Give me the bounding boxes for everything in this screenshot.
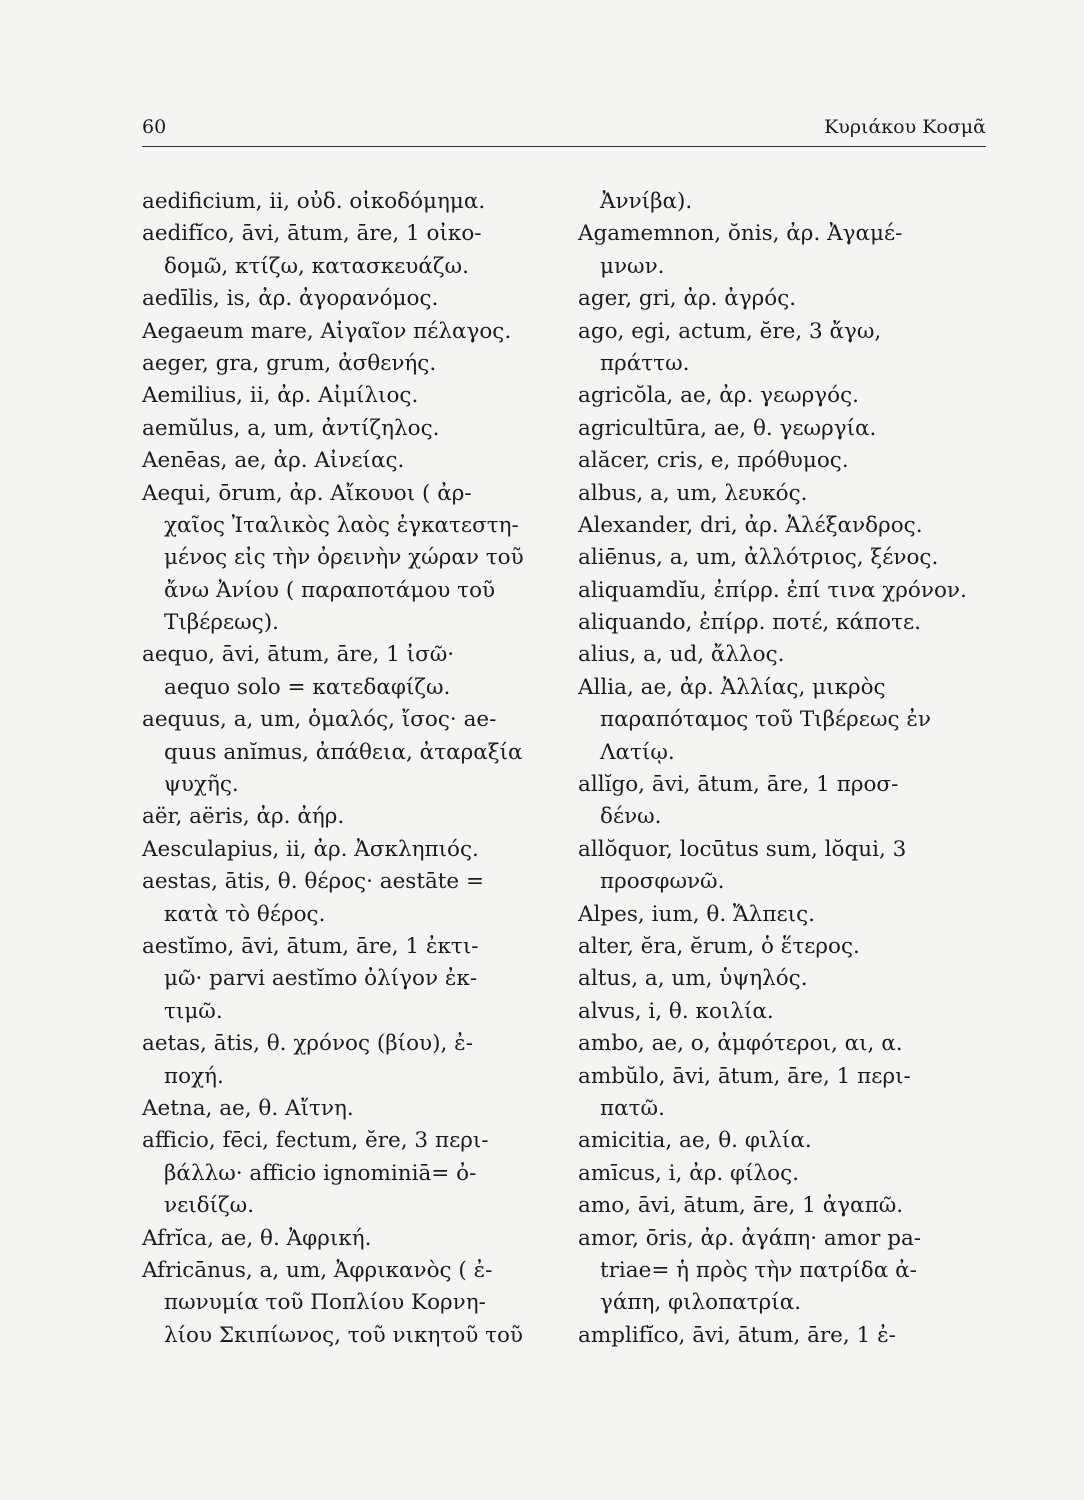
entry-continuation-line: κατὰ τὸ θέρος.	[164, 901, 326, 927]
entry-line: Aemilius, ii, ἀρ. Αἰμίλιος.	[142, 383, 419, 409]
entry-line: allŏquor, locūtus sum, lŏqui, 3	[578, 836, 907, 862]
entry-line: aequus, a, um, ὁμαλός, ἴσος· ae-	[142, 707, 497, 733]
entry-line: afficio, fēci, fectum, ĕre, 3 περι-	[142, 1128, 489, 1154]
entry-line: allĭgo, āvi, ātum, āre, 1 προσ-	[578, 772, 899, 798]
entry-line: aedificium, ii, οὐδ. οἰκοδόμημα.	[142, 189, 486, 214]
entry-continuation-line: aequo solo = κατεδαφίζω.	[164, 674, 451, 700]
entry-continuation-line: μῶ· parvi aestĭmo ὀλίγον ἐκ-	[164, 966, 478, 992]
entry-continuation-line: ἄνω Ἀνίου ( παραποτάμου τοῦ	[164, 577, 496, 603]
entry-continuation-line: νειδίζω.	[164, 1193, 255, 1219]
entry-line: aër, aëris, ἀρ. ἀήρ.	[142, 804, 345, 830]
entry-line: aestas, ātis, θ. θέρος· aestāte =	[142, 869, 485, 895]
entry-continuation-line: δένω.	[600, 804, 662, 830]
entry-line: aemŭlus, a, um, ἀντίζηλος.	[142, 415, 440, 441]
entry-continuation-line: γάπη, φιλοπατρία.	[600, 1290, 802, 1316]
entry-continuation-line: τιμῶ.	[164, 998, 223, 1024]
entry-line: ambo, ae, o, ἀμφότεροι, αι, α.	[578, 1031, 903, 1057]
entry-continuation-line: παραπόταμος τοῦ Τιβέρεως ἐν	[600, 707, 931, 733]
entry-line: alvus, i, θ. κοιλία.	[578, 998, 774, 1024]
entry-line: alăcer, cris, e, πρόθυμος.	[578, 448, 849, 474]
entry-line: amicitia, ae, θ. φιλία.	[578, 1128, 812, 1154]
entry-line: Africānus, a, um, Ἀφρικανὸς ( ἐ-	[142, 1257, 493, 1283]
entry-line: Aegaeum mare, Αἰγαῖον πέλαγος.	[142, 318, 512, 344]
entry-continuation-line: βάλλω· afficio ignominiā= ὀ-	[164, 1160, 477, 1186]
entry-line: Alexander, dri, ἀρ. Ἀλέξανδρος.	[578, 512, 923, 538]
entry-line: Aetna, ae, θ. Αἴτνη.	[142, 1095, 354, 1121]
entry-line: Agamemnon, ŏnis, ἀρ. Ἀγαμέ-	[578, 221, 903, 247]
entry-continuation-line: ψυχῆς.	[164, 772, 239, 798]
entry-continuation-line: χαῖος Ἰταλικὸς λαὸς ἐγκατεστη-	[164, 512, 519, 538]
entry-line: Alpes, ium, θ. Ἄλπεις.	[578, 901, 815, 927]
entry-continuation-line: Λατίῳ.	[600, 739, 675, 765]
entry-continuation-line: quus anĭmus, ἀπάθεια, ἀταραξία	[164, 739, 523, 765]
right-column	[578, 186, 993, 1352]
entry-continuation-line: Ἀννίβα).	[600, 189, 693, 214]
entry-continuation-line: λίου Σκιπίωνος, τοῦ νικητοῦ τοῦ	[164, 1322, 524, 1348]
entry-line: aestĭmo, āvi, ātum, āre, 1 ἐκτι-	[142, 933, 479, 959]
entry-line: alius, a, ud, ἄλλος.	[578, 642, 785, 668]
entry-line: alter, ĕra, ĕrum, ὁ ἕτερος.	[578, 933, 860, 959]
entry-line: aedīlis, is, ἀρ. ἀγορανόμος.	[142, 286, 439, 312]
left-column	[142, 186, 552, 1352]
entry-line: amo, āvi, ātum, āre, 1 ἀγαπῶ.	[578, 1193, 904, 1219]
entry-line: altus, a, um, ὑψηλός.	[578, 966, 808, 992]
entry-line: Aesculapius, ii, ἀρ. Ἀσκληπιός.	[142, 836, 479, 862]
entry-line: ago, egi, actum, ĕre, 3 ἄγω,	[578, 318, 882, 344]
entry-line: amor, ōris, ἀρ. ἀγάπη· amor pa-	[578, 1225, 922, 1251]
entry-line: albus, a, um, λευκός.	[578, 480, 808, 506]
entry-line: aequo, āvi, ātum, āre, 1 ἰσῶ·	[142, 642, 455, 668]
entry-line: amīcus, i, ἀρ. φίλος.	[578, 1160, 799, 1186]
entry-continuation-line: triae= ἡ πρὸς τὴν πατρίδα ἀ-	[600, 1257, 917, 1283]
page-number: 60	[142, 116, 167, 138]
entry-line: agricultūra, ae, θ. γεωργία.	[578, 415, 877, 441]
entry-line: ager, gri, ἀρ. ἀγρός.	[578, 286, 797, 312]
entry-line: Aequi, ōrum, ἀρ. Αἴκουοι ( ἀρ-	[142, 480, 472, 506]
entry-continuation-line: Τιβέρεως).	[164, 610, 279, 636]
entry-continuation-line: ποχή.	[164, 1063, 224, 1089]
entry-line: agricŏla, ae, ἀρ. γεωργός.	[578, 383, 859, 409]
entry-continuation-line: πράττω.	[600, 350, 690, 376]
entry-line: aetas, ātis, θ. χρόνος (βίου), ἐ-	[142, 1031, 473, 1057]
entry-continuation-line: μένος εἰς τὴν ὀρεινὴν χώραν τοῦ	[164, 545, 524, 571]
entry-line: aedifĭco, āvi, ātum, āre, 1 οἰκο-	[142, 221, 482, 247]
entry-line: amplifĭco, āvi, ātum, āre, 1 ἐ-	[578, 1322, 896, 1348]
entry-continuation-line: δομῶ, κτίζω, κατασκευάζω.	[164, 253, 469, 279]
entry-continuation-line: πωνυμία τοῦ Ποπλίου Κορνη-	[164, 1290, 486, 1316]
entry-line: aeger, gra, grum, ἀσθενής.	[142, 350, 437, 376]
entry-line: aliēnus, a, um, ἀλλότριος, ξένος.	[578, 545, 939, 571]
entry-continuation-line: προσφωνῶ.	[600, 869, 725, 895]
entry-line: aliquamdĭu, ἐπίρρ. ἐπί τινα χρόνον.	[578, 577, 967, 603]
entry-continuation-line: πατῶ.	[600, 1095, 665, 1121]
entry-line: Aenēas, ae, ἀρ. Αἰνείας.	[142, 448, 405, 474]
entry-continuation-line: μνων.	[600, 253, 665, 279]
entry-line: Afrĭca, ae, θ. Ἀφρική.	[142, 1225, 372, 1251]
page-header	[142, 112, 986, 147]
entry-line: Allia, ae, ἀρ. Ἀλλίας, μικρὸς	[578, 674, 886, 700]
running-title: Κυριάκου Κοσμᾶ	[824, 116, 986, 138]
entry-line: aliquando, ἐπίρρ. ποτέ, κάποτε.	[578, 610, 921, 636]
entry-line: ambŭlo, āvi, ātum, āre, 1 περι-	[578, 1063, 911, 1089]
